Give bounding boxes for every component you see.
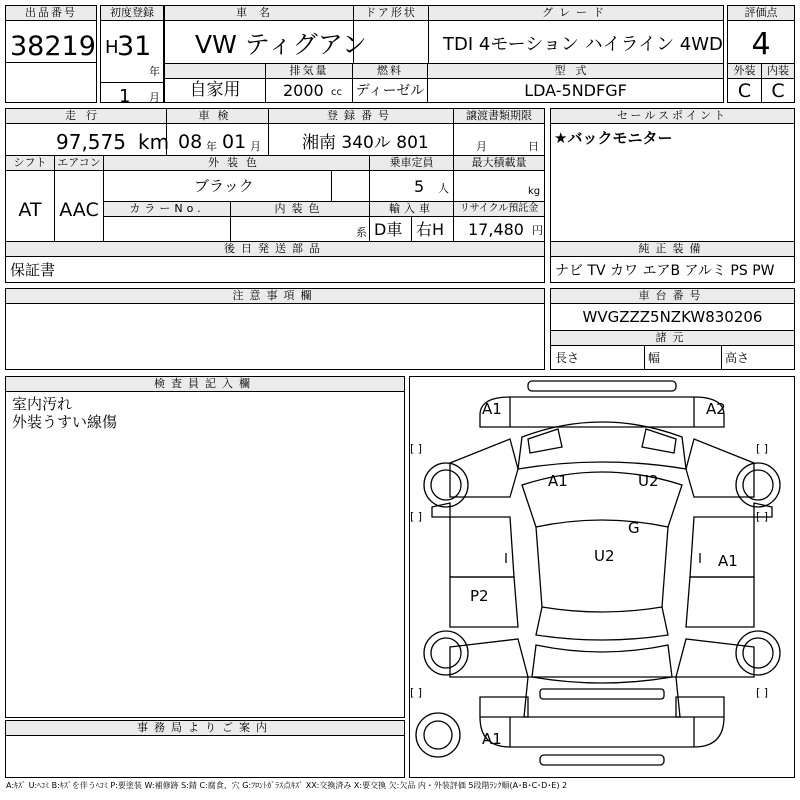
bracket-fr: [ ] (756, 442, 769, 455)
sales-point-box (550, 108, 795, 242)
chassis-number: WVGZZZ5NZKW830206 (582, 308, 763, 326)
interior-grade: C (771, 80, 785, 102)
grade-label: グレード (429, 6, 723, 21)
dimensions-label: 諸元 (551, 331, 794, 346)
displacement-label: 排気量 (266, 64, 352, 79)
fuel-label: 燃料 (353, 64, 427, 79)
car-outline-svg (410, 377, 794, 777)
chassis-label: 車台番号 (551, 289, 794, 304)
lot-box (5, 5, 97, 103)
max-load-unit: kg (528, 186, 541, 197)
damage-mark: U2 (638, 472, 659, 490)
recycle-unit: 円 (532, 224, 543, 237)
capacity-unit: 人 (438, 182, 449, 195)
sales-point-text: ★バックモニター (554, 129, 673, 147)
history: 自家用 (189, 80, 241, 100)
lot-label: 出品番号 (6, 6, 96, 21)
equipment-text: ナビ TV カワ エアB アルミ PS PW (555, 263, 775, 279)
notes-box (5, 288, 545, 370)
office-box (5, 720, 405, 778)
reg-month: 1 (119, 86, 131, 107)
post-send-box (5, 241, 545, 283)
reg-month-unit: 月 (149, 91, 160, 104)
reg-year-unit: 年 (149, 65, 160, 78)
interior-color-unit: 系 (356, 226, 367, 239)
ac: AAC (59, 199, 99, 221)
mileage: 97,575 (56, 130, 126, 154)
score: 4 (751, 27, 771, 62)
displacement: 2000 (283, 81, 324, 100)
damage-mark: A1 (718, 552, 738, 570)
color-no-label: カラーNo. (104, 202, 230, 217)
height-label: 高さ (725, 351, 750, 365)
insp-month: 01 (222, 131, 247, 153)
length-label: 長さ (555, 351, 580, 365)
office-label: 事務局よりご案内 (6, 721, 404, 736)
fuel: ディーゼル (355, 83, 425, 99)
transfer-day-unit: 日 (528, 140, 539, 153)
shift-label: シフト (6, 156, 54, 171)
score-label: 評価点 (728, 6, 794, 21)
model: LDA-5NDFGF (524, 81, 627, 100)
bracket-mr: [ ] (756, 510, 769, 523)
lot-number: 38219 (10, 31, 96, 62)
damage-mark: A1 (482, 400, 502, 418)
model-label: 型式 (428, 64, 723, 79)
steering: 右H (416, 220, 445, 239)
equipment-label: 純正装備 (551, 242, 794, 257)
width-label: 幅 (648, 351, 661, 365)
insp-year-unit: 年 (206, 140, 217, 153)
exterior-grade: C (737, 80, 752, 102)
notes-label: 注意事項欄 (6, 289, 544, 304)
damage-mark: A1 (548, 472, 568, 490)
transfer-month-unit: 月 (476, 140, 487, 153)
bracket-rl: [ ] (410, 686, 423, 699)
insp-month-unit: 月 (250, 140, 261, 153)
recycle-label: リサイクル預託金 (454, 202, 544, 217)
bracket-rr: [ ] (756, 686, 769, 699)
color: ブラック (194, 177, 254, 195)
bracket-fl: [ ] (410, 442, 423, 455)
car-name: VW ティグアン (195, 30, 367, 59)
inspector-line-1: 室内汚れ (12, 395, 73, 413)
plate-label: 登録番号 (269, 109, 453, 124)
mileage-label: 走行 (6, 109, 166, 124)
inspector-box (5, 376, 405, 718)
first-reg-label: 初度登録 (101, 6, 163, 21)
damage-mark: A2 (706, 400, 726, 418)
damage-mark: U2 (594, 547, 615, 565)
car-name-label: 車名 (165, 6, 353, 21)
inspection-label: 車検 (167, 109, 268, 124)
recycle-fee: 17,480 (468, 220, 524, 239)
interior-color-label: 内装色 (231, 202, 369, 217)
displacement-unit: cc (331, 87, 342, 98)
era: H (105, 37, 119, 58)
score-box (727, 5, 795, 103)
inspector-line-2: 外装うすい線傷 (12, 413, 118, 431)
damage-mark: P2 (470, 587, 489, 605)
car-diagram (409, 376, 795, 778)
door-label: ドア形状 (354, 6, 428, 21)
sales-point-label: セールスポイント (551, 109, 794, 124)
interior-label: 内装 (762, 64, 794, 79)
import-type: D車 (374, 220, 403, 239)
capacity: 5 (414, 177, 425, 196)
capacity-label: 乗車定員 (370, 156, 453, 171)
post-send-label: 後日発送部品 (6, 242, 544, 257)
insp-year: 08 (178, 131, 203, 153)
bracket-ml: [ ] (410, 510, 423, 523)
reg-year: 31 (117, 31, 152, 62)
legend: A:ｷｽﾞ U:ﾍｺﾐ B:ｷｽﾞを伴うﾍｺﾐ P:要塗装 W:補修跡 S:錆 C:腐食、穴 G:ﾌﾛﾝﾄｶﾞﾗｽ点ｷｽﾞ XX:交換済み X:要交換 欠:欠品 内・外装評価 5段階ﾗﾝｸ順(A･B･C･D･E) 2 (6, 781, 568, 790)
mileage-unit: km (138, 130, 170, 154)
max-load-label: 最大積載量 (454, 156, 544, 171)
grade: TDI 4モーション ハイライン 4WD (443, 34, 723, 55)
post-send-text: 保証書 (10, 261, 56, 279)
color-label: 外装色 (104, 156, 369, 171)
damage-mark: G (628, 519, 640, 537)
chassis-box (550, 288, 795, 370)
damage-mark: A1 (482, 730, 502, 748)
transfer-label: 譲渡書類期限 (454, 109, 544, 124)
ac-label: エアコン (55, 156, 103, 171)
inspector-label: 検査員記入欄 (6, 377, 404, 392)
import-label: 輸入車 (370, 202, 453, 217)
car-info-box (164, 5, 724, 103)
vehicle-details-box (5, 108, 545, 242)
first-registration-box (100, 5, 164, 107)
equipment-box (550, 241, 795, 283)
plate-number: 湘南 340ル 801 (302, 133, 429, 153)
exterior-label: 外装 (728, 64, 761, 79)
shift: AT (18, 199, 42, 221)
